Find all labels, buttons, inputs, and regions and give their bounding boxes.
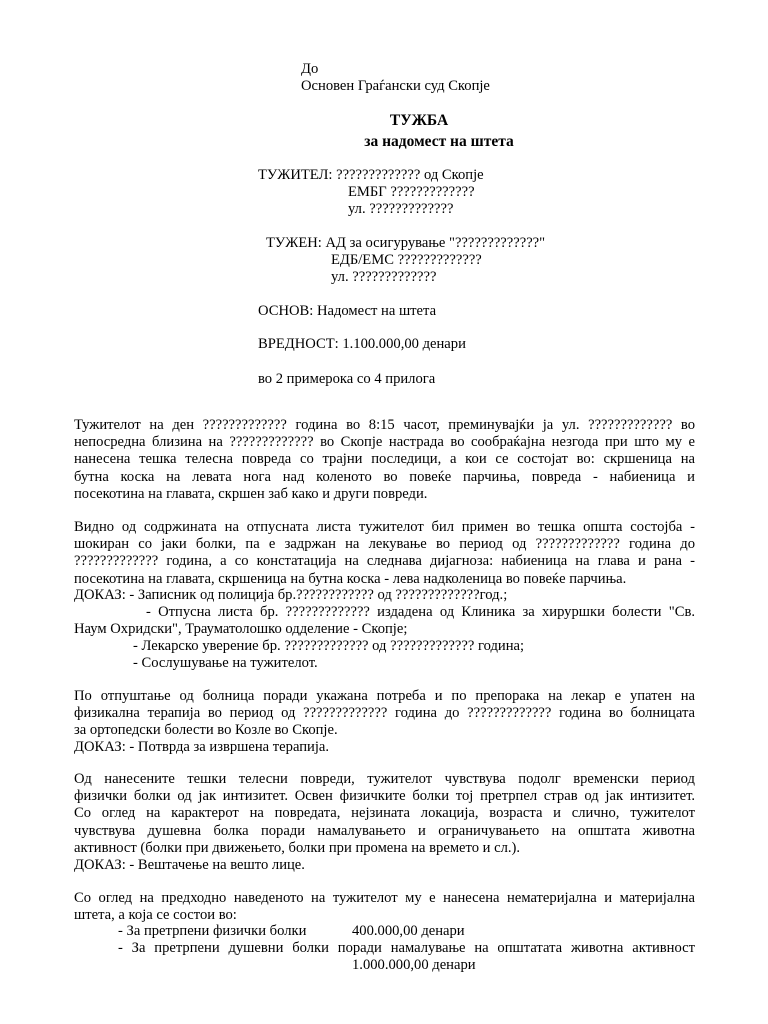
paragraph-line: Тужителот на ден ????????????? година во 8:15 часот, преминувајќи ја ул. ????????????? во	[74, 417, 695, 433]
paragraph-line: Од нанесените тешки телесни повреди, тужителот чувствува подолг временски период	[74, 771, 695, 787]
paragraph-line: ????????????? година, а со констатација на следнава дијагноза: набиеница на глава и рана -	[74, 553, 695, 570]
claim-basis: ОСНОВ: Надомест на штета	[258, 303, 437, 319]
paragraph-line: По отпуштање од болница поради укажана потреба и по препорака на лекар е упатен на	[74, 688, 695, 704]
damage-physical-label: - За претрпени физички болки	[118, 923, 307, 939]
paragraph-hospital	[74, 519, 695, 588]
paragraph-line: штета, а која се состои во:	[74, 907, 237, 924]
paragraph-line: Со оглед на карактерот на повредата, нејзината локација, возраста и слично, тужителот	[74, 805, 695, 822]
paragraph-accident	[74, 417, 695, 503]
defendant-name: ТУЖЕН: АД за осигурување "?????????????"	[266, 235, 546, 251]
damage-mental-amount: 1.000.000,00 денари	[352, 957, 476, 973]
evidence-discharge-list: - Отпусна листа бр. ????????????? издадена од Клиника за хируршки болести "Св.	[146, 604, 695, 620]
plaintiff-name: ТУЖИТЕЛ: ????????????? од Скопје	[258, 167, 484, 183]
paragraph-line: за ортопедски болести во Козле во Скопје.	[74, 722, 338, 739]
plaintiff-embg: ЕМБГ ?????????????	[348, 184, 475, 200]
paragraph-line: непосредна близина на ????????????? во Скопје настрада во сообраќајна незгода при што му е	[74, 434, 695, 451]
claim-value: ВРЕДНОСТ: 1.100.000,00 денари	[258, 336, 466, 352]
paragraph-line: физички болки од јак интизитет. Освен физичките болки тој претрпел страв од јак интизитет.	[74, 788, 695, 805]
paragraph-line: Со оглед на предходно наведеното на тужителот му е нанесена нематеријална и материјална	[74, 890, 695, 906]
plaintiff-address: ул. ?????????????	[348, 201, 454, 217]
defendant-address: ул. ?????????????	[331, 269, 437, 285]
defendant-edb: ЕДБ/ЕМС ?????????????	[331, 252, 482, 268]
paragraph-line: активност (болки при движењето, болки при промена на времето и сл.).	[74, 839, 521, 856]
paragraph-line: физикална терапија во период од ????????????? година до ????????????? година во болницата	[74, 705, 695, 722]
paragraph-line: бутна коска на левата нога над коленото во повеќе парчиња, повреда - набиеница и	[74, 468, 695, 485]
paragraph-therapy	[74, 688, 695, 740]
evidence-hearing: - Сослушување на тужителот.	[133, 655, 318, 671]
paragraph-line: посекотина на главата, скршеница на бутна коска - лева надколеница во повеќе парчиња.	[74, 570, 627, 587]
court-name: Основен Граѓански суд Скопје	[301, 78, 490, 94]
damage-physical-amount: 400.000,00 денари	[352, 923, 465, 939]
paragraph-line: шокиран со јаки болки, па е задржан на лекување во период од ????????????? година до	[74, 536, 695, 553]
evidence-discharge-list-cont: Наум Охридски", Трауматолошко одделение - Скопје;	[74, 621, 408, 637]
document-title: ТУЖБА	[389, 112, 449, 129]
copies-note: во 2 примерока со 4 прилога	[258, 371, 436, 387]
paragraph-line: чувствува душевна болка поради намалувањето и ограничувањето на општата животна	[74, 822, 695, 839]
paragraph-damages	[74, 890, 695, 924]
addressee-to: До	[301, 61, 319, 77]
damage-mental-label: - За претрпени душевни болки поради намалување на општатата животна активност	[118, 940, 695, 956]
paragraph-line: посекотина на главата, скршен заб како и други повреди.	[74, 485, 428, 502]
paragraph-pain	[74, 771, 695, 857]
paragraph-line: Видно од содржината на отпусната листа тужителот бил примен во тешка општа состојба -	[74, 519, 695, 535]
paragraph-line: нанесена тешка телесна повреда со трајни последици, а кои се состојат во: скршеница на	[74, 451, 695, 468]
evidence-medical-certificate: - Лекарско уверение бр. ????????????? од ????????????? година;	[133, 638, 525, 654]
evidence-expert: ДОКАЗ: - Вештачење на вешто лице.	[74, 857, 305, 873]
evidence-therapy: ДОКАЗ: - Потврда за извршена терапија.	[74, 739, 330, 755]
document-subtitle: за надомест на штета	[364, 133, 514, 150]
evidence-police-record: ДОКАЗ: - Записник од полиција бр.???????????? од ?????????????год.;	[74, 587, 508, 603]
